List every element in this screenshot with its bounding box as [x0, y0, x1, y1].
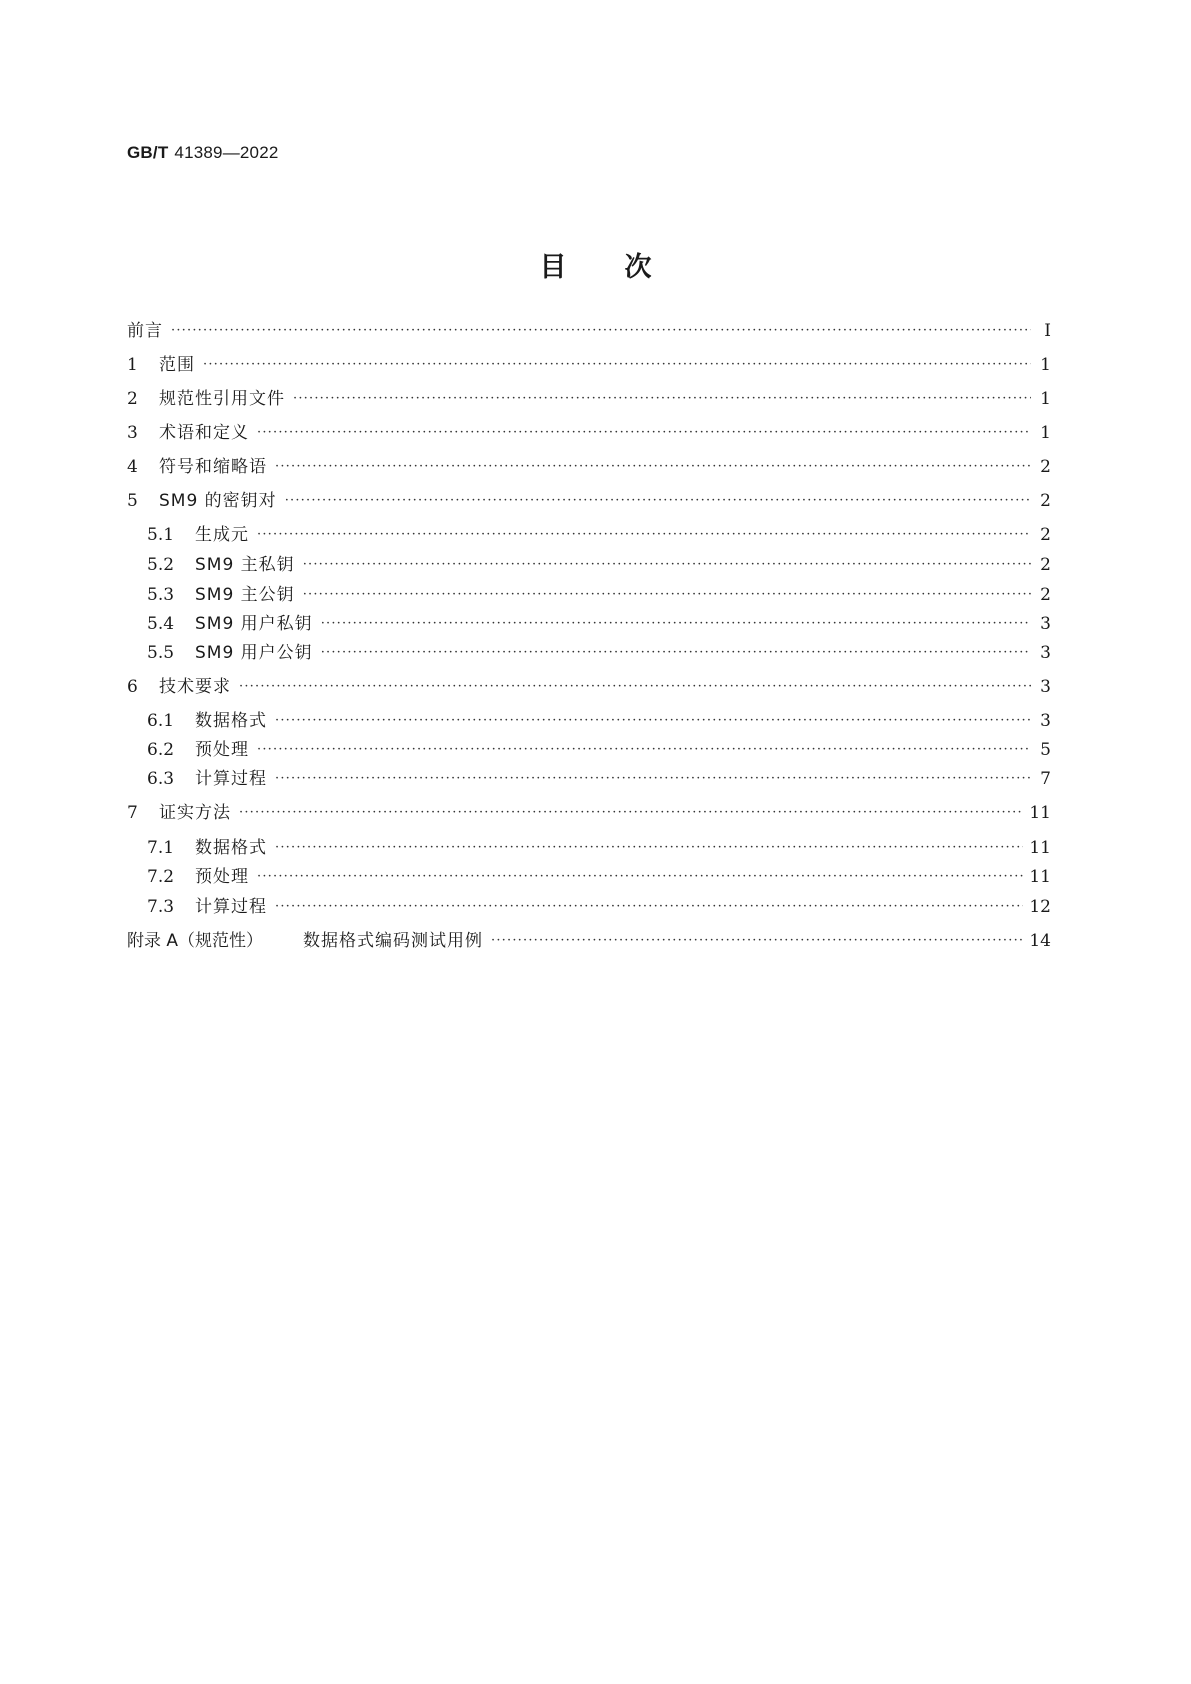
toc-entry-5-2[interactable]: [147, 553, 1051, 577]
toc-entry-page: 3: [1040, 614, 1051, 634]
dot-leader: [257, 421, 1031, 445]
dot-leader: [275, 836, 1023, 860]
toc-entry-6[interactable]: [127, 675, 1051, 699]
toc-entry-page: 11: [1029, 803, 1051, 823]
dot-leader: [239, 675, 1031, 699]
toc-entry-title: 计算过程: [195, 897, 267, 917]
toc-entry-title: 术语和定义: [159, 423, 249, 443]
toc-entry-number: 5.1: [147, 525, 175, 545]
toc-entry-7-3[interactable]: [147, 895, 1051, 919]
toc-entry-page: 3: [1040, 677, 1051, 697]
toc-entry-number: 4: [127, 457, 138, 477]
toc-entry-3[interactable]: [127, 421, 1051, 445]
dot-leader: [285, 489, 1031, 513]
toc-entry-title: 前言: [127, 321, 163, 341]
toc-entry-page: 11: [1029, 838, 1051, 858]
toc-entry-number: 7: [127, 803, 138, 823]
toc-entry-title: 预处理: [195, 740, 249, 760]
toc-entry-number: 5.3: [147, 585, 175, 605]
toc-entry-4[interactable]: [127, 455, 1051, 479]
toc-entry-page: 2: [1040, 585, 1051, 605]
toc-entry-2[interactable]: [127, 387, 1051, 411]
toc-entry-5-5[interactable]: [147, 641, 1051, 665]
toc-entry-page: Ⅰ: [1044, 321, 1051, 341]
toc-entry-page: 3: [1040, 711, 1051, 731]
dot-leader: [171, 319, 1031, 343]
toc-entry-7[interactable]: [127, 801, 1051, 825]
toc-entry-page: 5: [1040, 740, 1051, 760]
toc-entry-number: 6: [127, 677, 138, 697]
toc-entry-title: SM9 用户公钥: [195, 643, 313, 663]
dot-leader: [293, 387, 1031, 411]
toc-entry-number: 6.1: [147, 711, 175, 731]
toc-entry-6-3[interactable]: [147, 767, 1051, 791]
toc-entry-page: 7: [1040, 769, 1051, 789]
toc-entry-title: 数据格式编码测试用例: [303, 931, 483, 951]
dot-leader: [321, 641, 1031, 665]
document-code: [127, 143, 279, 163]
toc-entry-title: 生成元: [195, 525, 249, 545]
toc-entry-number: 7.1: [147, 838, 175, 858]
toc-title: 目次: [539, 252, 710, 283]
toc-entry-number: 5.2: [147, 555, 175, 575]
dot-leader: [203, 353, 1031, 377]
dot-leader: [257, 738, 1031, 762]
toc-entry-7-1[interactable]: [147, 836, 1051, 860]
dot-leader: [257, 865, 1023, 889]
toc-entry-number: 5.4: [147, 614, 175, 634]
toc-entry-6-1[interactable]: [147, 709, 1051, 733]
toc-entry-1[interactable]: [127, 353, 1051, 377]
dot-leader: [303, 583, 1031, 607]
toc-entry-annex-a[interactable]: [127, 929, 1051, 953]
toc-entry-page: 12: [1029, 897, 1051, 917]
toc-entry-title: 数据格式: [195, 711, 267, 731]
toc-entry-number: 7.2: [147, 867, 175, 887]
toc-entry-number: 7.3: [147, 897, 175, 917]
toc-entry-page: 2: [1040, 525, 1051, 545]
toc-entry-number: 3: [127, 423, 138, 443]
toc-entry-page: 2: [1040, 457, 1051, 477]
toc-entry-page: 3: [1040, 643, 1051, 663]
toc-entry-number: 6.2: [147, 740, 175, 760]
toc-entry-page: 1: [1040, 389, 1051, 409]
toc-entry-title: 符号和缩略语: [159, 457, 267, 477]
toc-entry-title: SM9 主私钥: [195, 555, 295, 575]
toc-entry-page: 1: [1040, 355, 1051, 375]
toc-entry-page: 14: [1029, 931, 1051, 951]
toc-entry-title: 计算过程: [195, 769, 267, 789]
dot-leader: [491, 929, 1023, 953]
toc-entry-5-1[interactable]: [147, 523, 1051, 547]
toc-entry-page: 2: [1040, 555, 1051, 575]
toc-entry-title: SM9 用户私钥: [195, 614, 313, 634]
toc-entry-number: 6.3: [147, 769, 175, 789]
toc-entry-page: 1: [1040, 423, 1051, 443]
dot-leader: [303, 553, 1031, 577]
document-code-prefix: GB/T: [127, 143, 169, 162]
toc-entry-5-4[interactable]: [147, 612, 1051, 636]
toc-entry-foreword[interactable]: [127, 319, 1051, 343]
document-code-number: 41389—2022: [174, 143, 279, 162]
toc-entry-title: SM9 的密钥对: [159, 491, 277, 511]
toc-entry-title: 证实方法: [159, 803, 231, 823]
dot-leader: [321, 612, 1031, 636]
toc-entry-title: 技术要求: [159, 677, 231, 697]
toc-entry-number: 1: [127, 355, 138, 375]
toc-entry-number: 5: [127, 491, 138, 511]
toc-entry-title: 范围: [159, 355, 195, 375]
toc-entry-6-2[interactable]: [147, 738, 1051, 762]
toc-entry-5[interactable]: [127, 489, 1051, 513]
dot-leader: [257, 523, 1031, 547]
toc-entry-number: 附录 A（规范性）: [127, 931, 264, 951]
toc-entry-title: 预处理: [195, 867, 249, 887]
toc-entry-page: 11: [1029, 867, 1051, 887]
toc-entry-5-3[interactable]: [147, 583, 1051, 607]
toc-entry-title: 规范性引用文件: [159, 389, 285, 409]
dot-leader: [275, 455, 1031, 479]
toc-entry-7-2[interactable]: [147, 865, 1051, 889]
toc-entry-number: 2: [127, 389, 138, 409]
toc-entry-title: 数据格式: [195, 838, 267, 858]
toc-entry-title: SM9 主公钥: [195, 585, 295, 605]
dot-leader: [275, 709, 1031, 733]
dot-leader: [239, 801, 1023, 825]
dot-leader: [275, 767, 1031, 791]
dot-leader: [275, 895, 1023, 919]
toc-entry-number: 5.5: [147, 643, 175, 663]
toc-entry-page: 2: [1040, 491, 1051, 511]
